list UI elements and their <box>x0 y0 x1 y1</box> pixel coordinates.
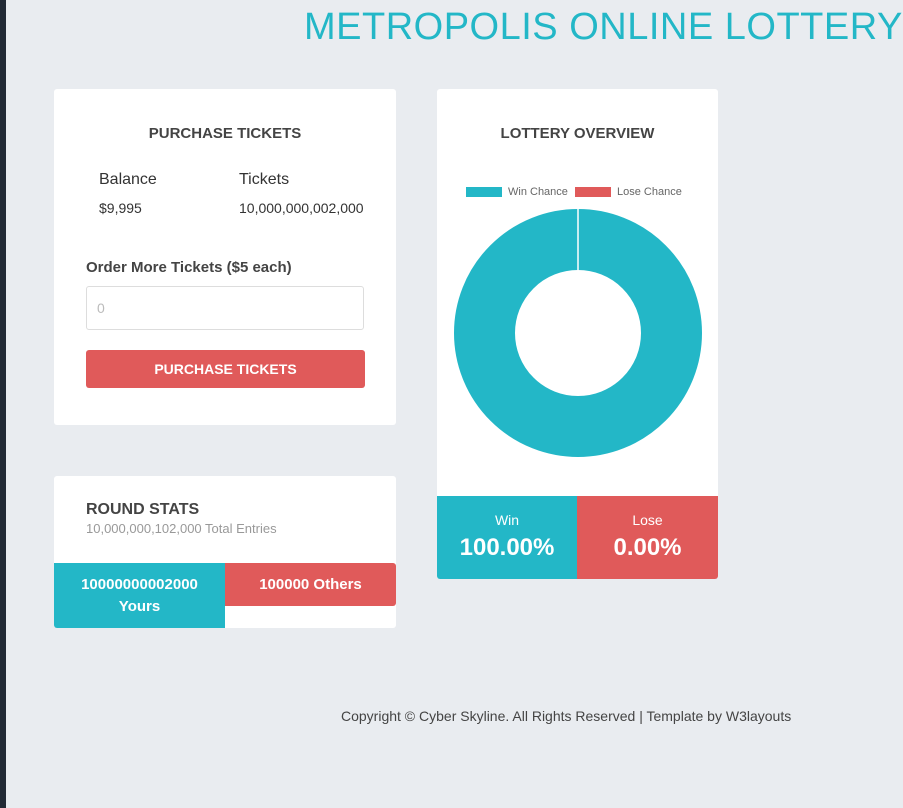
left-edge-strip <box>0 0 6 808</box>
site-title: METROPOLIS ONLINE LOTTERY <box>304 6 903 48</box>
legend-item-win <box>466 186 568 198</box>
legend-label-lose: Lose Chance <box>617 186 682 198</box>
footer-copyright: Copyright © Cyber Skyline. All Rights Reserved | Template by W3layouts <box>341 708 792 724</box>
purchase-heading: PURCHASE TICKETS <box>148 125 302 142</box>
ticket-quantity-input[interactable] <box>86 286 364 330</box>
yours-label: Yours <box>118 597 161 615</box>
others-entries-bar <box>225 563 396 606</box>
lose-label: Lose <box>632 512 663 528</box>
lose-value: 0.00% <box>613 534 682 561</box>
order-label: Order More Tickets ($5 each) <box>86 259 292 276</box>
overview-card <box>437 89 718 579</box>
others-label: 100000 Others <box>259 576 362 593</box>
chart-legend <box>437 186 718 198</box>
tickets-label: Tickets <box>239 171 290 188</box>
legend-swatch-win <box>466 187 502 197</box>
win-value: 100.00% <box>459 534 555 561</box>
win-label: Win <box>494 512 520 528</box>
total-entries: 10,000,000,102,000 Total Entries <box>86 521 277 536</box>
balance-value: $9,995 <box>99 200 142 216</box>
legend-label-win: Win Chance <box>508 186 568 198</box>
round-stats-heading: ROUND STATS <box>86 501 200 518</box>
purchase-tickets-button[interactable]: PURCHASE TICKETS <box>86 350 365 388</box>
win-stat <box>437 496 577 579</box>
win-lose-donut-chart <box>454 209 702 457</box>
legend-item-lose <box>575 186 682 198</box>
balance-label: Balance <box>99 171 157 188</box>
legend-swatch-lose <box>575 187 611 197</box>
overview-heading: LOTTERY OVERVIEW <box>500 125 655 142</box>
purchase-card <box>54 89 396 425</box>
yours-count: 10000000002000 <box>81 575 198 593</box>
yours-entries-bar <box>54 563 225 628</box>
round-stats-card <box>54 476 396 628</box>
lose-stat <box>577 496 718 579</box>
tickets-value: 10,000,000,002,000 <box>239 200 364 216</box>
